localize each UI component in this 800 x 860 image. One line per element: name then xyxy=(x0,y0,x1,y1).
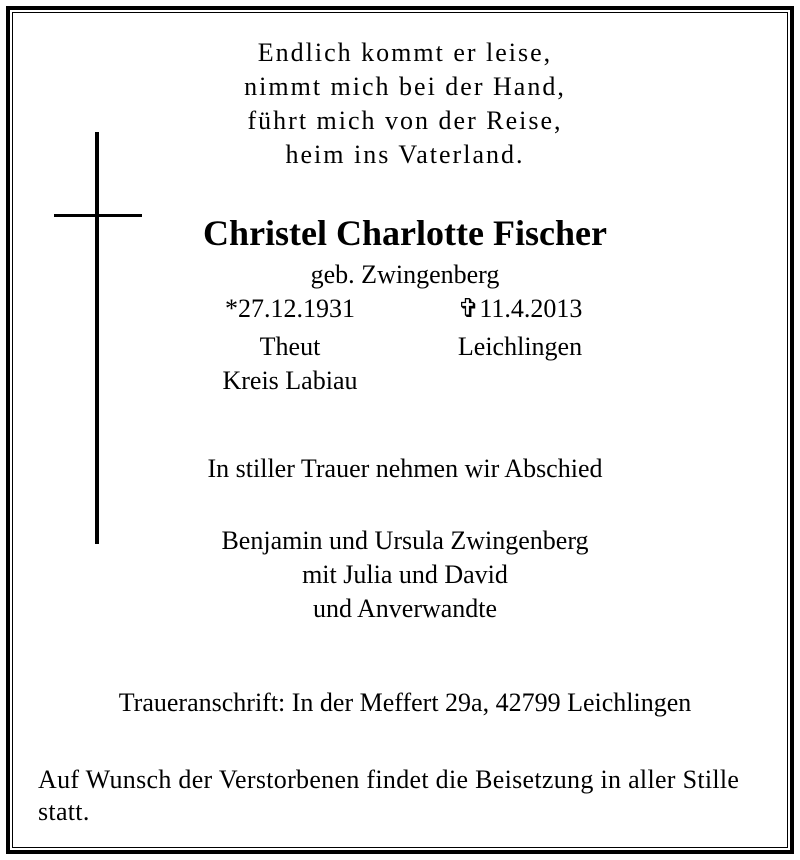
birth-place: Theut xyxy=(259,332,321,361)
mourner-line-2: mit Julia und David xyxy=(302,560,508,589)
mourner-line-3: und Anverwandte xyxy=(312,594,498,623)
cross-horizontal-bar xyxy=(54,214,142,217)
birth-date: *27.12.1931 xyxy=(225,294,355,323)
burial-note: Auf Wunsch der Verstorbenen findet die Beisetzung in aller Stille statt. xyxy=(38,765,740,826)
mourner-line-1: Benjamin und Ursula Zwingenberg xyxy=(221,526,589,555)
death-place: Leichlingen xyxy=(457,332,583,361)
deceased-name: Christel Charlotte Fischer xyxy=(203,213,607,253)
maiden-name: geb. Zwingenberg xyxy=(310,260,500,289)
verse-line-3: führt mich von der Reise, xyxy=(247,106,563,135)
verse-line-1: Endlich kommt er leise, xyxy=(257,38,553,67)
birth-district: Kreis Labiau xyxy=(222,366,358,395)
verse-line-2: nimmt mich bei der Hand, xyxy=(244,72,566,101)
death-date: ✞11.4.2013 xyxy=(457,294,583,323)
mourning-address: Traueranschrift: In der Meffert 29a, 42799 Leichlingen xyxy=(118,688,692,717)
verse-line-4: heim ins Vaterland. xyxy=(285,140,525,169)
mourning-line: In stiller Trauer nehmen wir Abschied xyxy=(207,454,603,483)
cross-vertical-bar xyxy=(95,132,99,544)
